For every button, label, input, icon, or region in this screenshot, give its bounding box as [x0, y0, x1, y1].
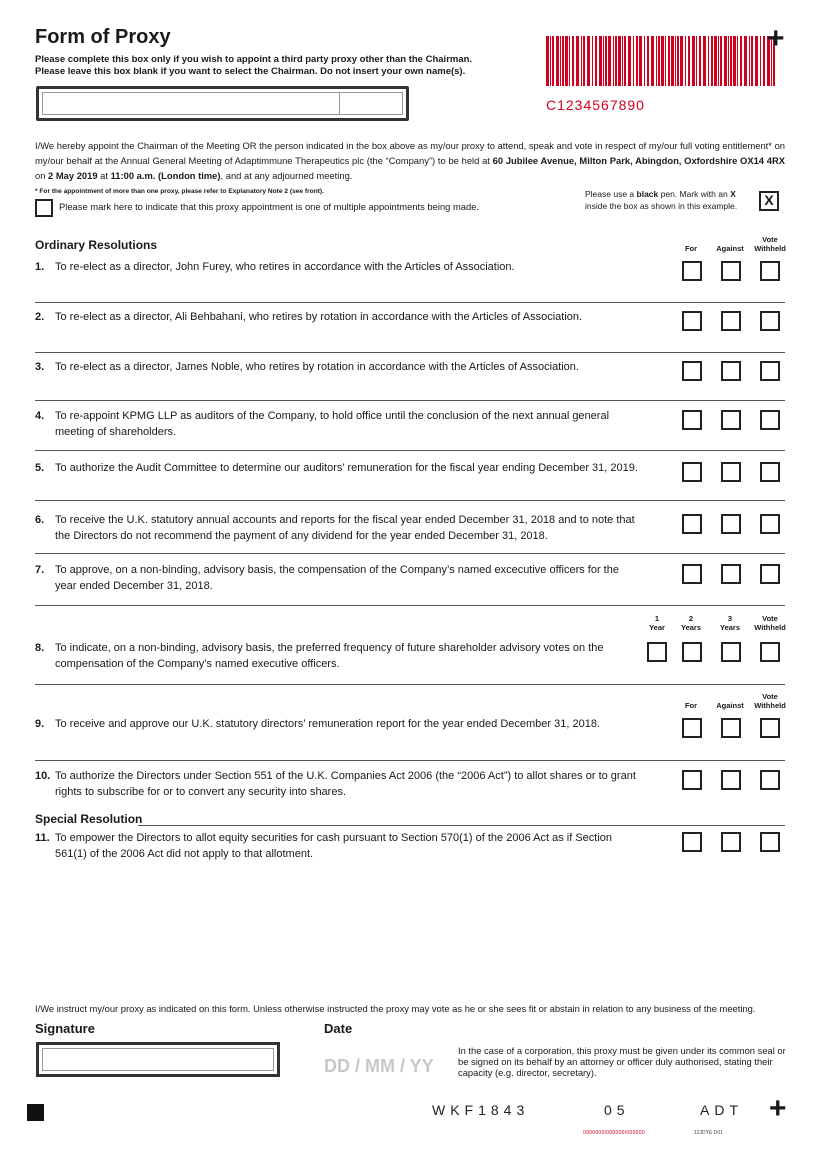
resolution-5: [35, 460, 645, 476]
resolution-8-1-year-checkbox[interactable]: [647, 642, 667, 662]
resolution-8-2-years-checkbox[interactable]: [682, 642, 702, 662]
resolution-9: [35, 716, 645, 732]
resolution-3-withheld-checkbox[interactable]: [760, 361, 780, 381]
resolution-4-against-checkbox[interactable]: [721, 410, 741, 430]
form-code-adt: ADT: [700, 1102, 743, 1118]
resolution-text: To indicate, on a non-binding, advisory basis, the preferred frequency of future shareholder advisory votes on the compensation of the Company’s named executive officers.: [55, 642, 604, 670]
resolution-divider: [35, 553, 785, 554]
resolution-number: 5.: [35, 462, 45, 474]
col-against-2: Against: [716, 701, 744, 710]
special-divider: [138, 825, 785, 826]
pen-instructions: Please use a black pen. Mark with an X inside the box as shown in this example.: [585, 189, 738, 211]
resolution-5-for-checkbox[interactable]: [682, 462, 702, 482]
ordinary-resolutions-heading: Ordinary Resolutions: [35, 238, 158, 252]
resolution-11-against-checkbox[interactable]: [721, 832, 741, 852]
resolution-text: To approve, on a non-binding, advisory basis, the compensation of the Company’s named excecutive officers for the year ended December 31, 2018.: [55, 564, 619, 592]
example-mark-box: X: [759, 191, 779, 211]
col-for-2: For: [684, 701, 698, 710]
resolution-divider: [35, 684, 785, 685]
resolution-divider: [35, 500, 785, 501]
resolution-8-withheld-checkbox[interactable]: [760, 642, 780, 662]
resolution-number: 3.: [35, 361, 45, 373]
signature-field[interactable]: [36, 1042, 280, 1077]
resolution-7: [35, 562, 645, 594]
resolution-text: To re-elect as a director, James Noble, who retires by rotation in accordance with the Articles of Association.: [55, 361, 579, 373]
form-code-number: 05: [604, 1102, 630, 1118]
resolution-1-withheld-checkbox[interactable]: [760, 261, 780, 281]
resolution-7-withheld-checkbox[interactable]: [760, 564, 780, 584]
resolution-3: [35, 359, 645, 375]
col-vote-withheld: Vote Withheld: [754, 235, 786, 253]
resolution-9-withheld-checkbox[interactable]: [760, 718, 780, 738]
resolution-2-withheld-checkbox[interactable]: [760, 311, 780, 331]
resolution-text: To receive the U.K. statutory annual accounts and reports for the fiscal year ended December 31, 2018 and to note that the Directors do not recommend the payment of any dividend for the year ended December 31, 2018.: [55, 514, 635, 542]
resolution-number: 10.: [35, 770, 51, 782]
resolution-8: [35, 640, 645, 672]
resolution-1-against-checkbox[interactable]: [721, 261, 741, 281]
form-title: Form of Proxy: [35, 26, 171, 48]
resolution-9-against-checkbox[interactable]: [721, 718, 741, 738]
resolution-1: [35, 259, 645, 275]
barcode-image: [546, 36, 776, 86]
footnote: * For the appointment of more than one proxy, please refer to Explanatory Note 2 (see front).: [35, 188, 324, 195]
resolution-divider: [35, 760, 785, 761]
resolution-11-for-checkbox[interactable]: [682, 832, 702, 852]
resolution-5-against-checkbox[interactable]: [721, 462, 741, 482]
col-against: Against: [716, 244, 744, 253]
col-3-years: 3 Years: [719, 614, 741, 632]
multiple-appointments-label: Please mark here to indicate that this proxy appointment is one of multiple appointments being made.: [59, 201, 480, 212]
resolution-text: To re-elect as a director, Ali Behbahani, who retires by rotation in accordance with the Articles of Association.: [55, 311, 583, 323]
resolution-4: [35, 408, 645, 440]
resolution-7-for-checkbox[interactable]: [682, 564, 702, 584]
resolution-10-against-checkbox[interactable]: [721, 770, 741, 790]
col-vote-withheld-2: Vote Withheld: [754, 614, 786, 632]
resolution-text: To authorize the Audit Committee to determine our auditors’ remuneration for the fiscal year ending December 31, 2019.: [55, 462, 638, 474]
resolution-2-for-checkbox[interactable]: [682, 311, 702, 331]
resolution-text: To receive and approve our U.K. statutory directors’ remuneration report for the year ended December 31, 2018.: [55, 718, 600, 730]
resolution-3-against-checkbox[interactable]: [721, 361, 741, 381]
resolution-6: [35, 512, 645, 544]
registration-square-mark: [27, 1104, 44, 1121]
resolution-5-withheld-checkbox[interactable]: [760, 462, 780, 482]
resolution-9-for-checkbox[interactable]: [682, 718, 702, 738]
registration-plus-icon: +: [767, 22, 785, 55]
resolution-3-for-checkbox[interactable]: [682, 361, 702, 381]
proxy-instruction-2: Please leave this box blank if you want to select the Chairman. Do not insert your own name(s).: [35, 66, 466, 77]
proxy-instruction-1: Please complete this box only if you wish to appoint a third party proxy other than the Chairman.: [35, 54, 473, 65]
resolution-8-3-years-checkbox[interactable]: [721, 642, 741, 662]
resolution-4-withheld-checkbox[interactable]: [760, 410, 780, 430]
resolution-2: [35, 309, 645, 325]
resolution-number: 8.: [35, 642, 45, 654]
resolution-number: 9.: [35, 718, 45, 730]
resolution-divider: [35, 450, 785, 451]
resolution-text: To empower the Directors to allot equity securities for cash pursuant to Section 570(1) of the 2006 Act as if Section 561(1) of the 2006 Act did not apply to that allotment.: [55, 832, 613, 860]
resolution-7-against-checkbox[interactable]: [721, 564, 741, 584]
resolution-divider: [35, 352, 785, 353]
proxy-name-field[interactable]: [36, 86, 409, 121]
col-1-year: 1 Year: [649, 614, 665, 632]
resolution-divider: [35, 400, 785, 401]
resolution-text: To re-elect as a director, John Furey, who retires in accordance with the Articles of Association.: [55, 261, 515, 273]
resolution-11-withheld-checkbox[interactable]: [760, 832, 780, 852]
resolution-10-for-checkbox[interactable]: [682, 770, 702, 790]
resolution-10: [35, 768, 645, 800]
col-vote-withheld-3: Vote Withheld: [754, 692, 786, 710]
date-label: Date: [324, 1021, 353, 1036]
resolution-number: 2.: [35, 311, 45, 323]
resolution-number: 6.: [35, 514, 45, 526]
registration-plus-icon-bottom: +: [769, 1092, 787, 1125]
resolution-6-for-checkbox[interactable]: [682, 514, 702, 534]
control-number: C1234567890: [546, 97, 645, 113]
signature-label: Signature: [35, 1021, 95, 1036]
resolution-divider: [35, 302, 785, 303]
resolution-number: 7.: [35, 564, 45, 576]
appointment-paragraph: I/We hereby appoint the Chairman of the Meeting OR the person indicated in the box above as my/our proxy to attend, speak and vote in respect of my/our full voting entitlement* on my/our behalf at the Annual General Meeting of Adaptimmune Therapeutics plc (the “Company”) to be held at 60 Jubilee Avenue, Milton Park, Abingdon, Oxfordshire OX14 4RX on 2 May 2019 at 11:00 a.m. (London time), and at any adjourned meeting.: [35, 140, 785, 181]
resolution-10-withheld-checkbox[interactable]: [760, 770, 780, 790]
form-code: WKF1843: [432, 1102, 530, 1118]
col-for: For: [684, 244, 698, 253]
resolution-2-against-checkbox[interactable]: [721, 311, 741, 331]
corporation-note: In the case of a corporation, this proxy must be given under its common seal or be signed on its behalf by an attorney or officer duly authorised, stating their capacity (e.g. director, secretary).: [458, 1045, 786, 1078]
resolution-6-withheld-checkbox[interactable]: [760, 514, 780, 534]
resolution-text: To authorize the Directors under Section 551 of the U.K. Companies Act 2006 (the “2006 Act”) to allot shares or to grant rights to subscribe for or to convert any security into shares.: [55, 770, 636, 798]
resolution-4-for-checkbox[interactable]: [682, 410, 702, 430]
resolution-number: 4.: [35, 410, 45, 422]
resolution-divider: [35, 605, 785, 606]
date-field[interactable]: DD / MM / YY: [324, 1056, 434, 1076]
resolution-text: To re-appoint KPMG LLP as auditors of the Company, to hold office until the conclusion of the next annual general meeting of shareholders.: [55, 410, 610, 438]
resolution-number: 1.: [35, 261, 45, 273]
proxy-instruction-footer: I/We instruct my/our proxy as indicated on this form. Unless otherwise instructed the proxy may vote as he or she sees fit or abstain in relation to any business of the meeting.: [35, 1003, 756, 1014]
resolution-number: 11.: [35, 832, 50, 844]
small-reference-code: 12JDYE D01: [694, 1130, 723, 1136]
special-resolution-heading: Special Resolution: [35, 812, 143, 826]
resolution-1-for-checkbox[interactable]: [682, 261, 702, 281]
resolution-6-against-checkbox[interactable]: [721, 514, 741, 534]
resolution-11: [35, 830, 645, 862]
red-reference-code: 0000000/000000/000000: [583, 1130, 645, 1136]
col-2-years: 2 Years: [680, 614, 702, 632]
multiple-appointments-checkbox[interactable]: [35, 199, 53, 217]
